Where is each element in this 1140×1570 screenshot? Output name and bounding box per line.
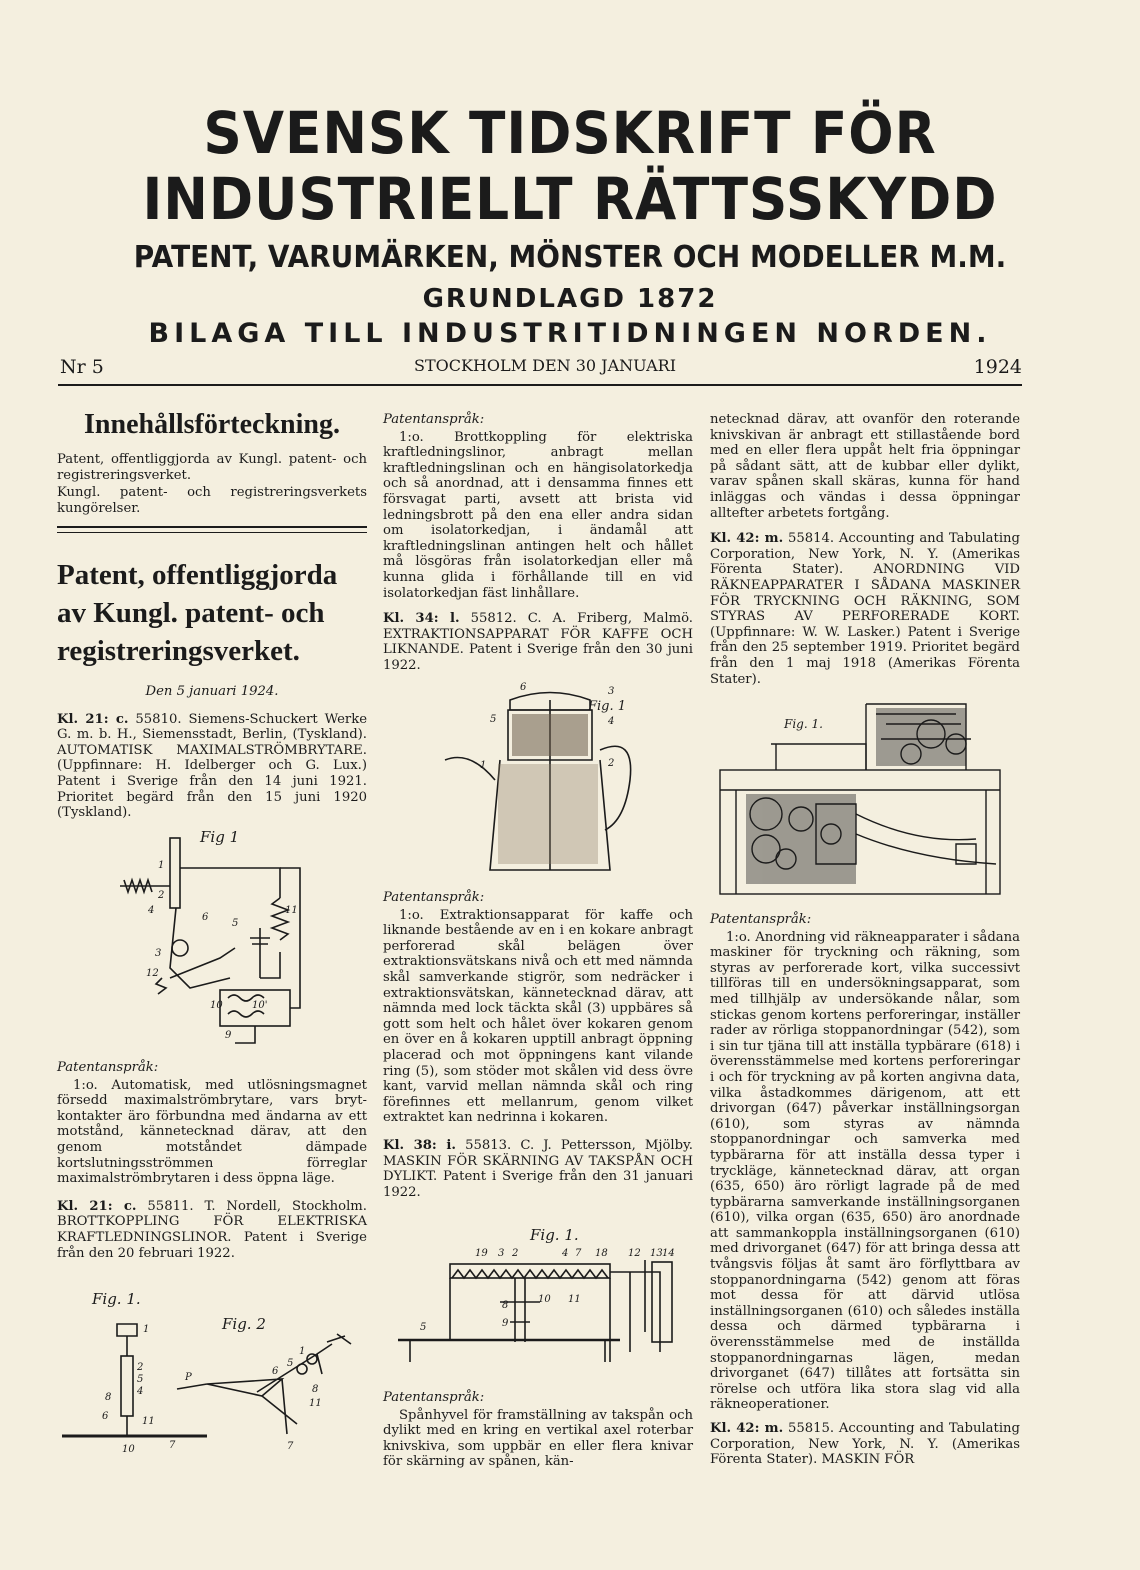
entry-55810-text: 55810. Siemens-Schuckert Werke G. m. b. H., Siemensstadt, Berlin, (Tyskland). AUTOMATISK MAXIMALSTRÖMBRYTARE. (Uppfinnare: H. Idelberger och G. Lux.) Patent i Sverige från den 14 juni 1921. Prioritet begärd från den 15 juni 1920 (Tyskland). [57,711,367,821]
svg-text:11: 11 [142,1416,155,1427]
figure-number: 19 [475,1248,488,1259]
masthead-title-line2: INDUSTRIELLT RÄTTSSKYDD [142,165,998,233]
masthead-rule [58,384,1022,386]
svg-text:4: 4 [148,905,155,916]
section-block [57,556,367,823]
claim-label-55811: Patentanspråk: [383,412,485,427]
svg-text:7: 7 [287,1441,294,1452]
column-1 [57,408,367,518]
svg-text:6: 6 [202,912,209,923]
entry-55815 [710,1421,1020,1468]
figure-shingle-machine [390,1222,690,1382]
figure-break-coupling [57,1284,367,1464]
column-2-lower [383,1390,693,1472]
svg-text:3: 3 [155,948,162,959]
svg-text:6: 6 [272,1366,279,1377]
claim-label-55814: Patentanspråk: [710,912,812,927]
figure-number: 5 [420,1322,427,1333]
figure-label: Fig. 1 [588,699,627,714]
column-2 [383,412,693,676]
masthead-subtitle: PATENT, VARUMÄRKEN, MÖNSTER OCH MODELLER M.M. [133,240,1007,275]
column-2-middle [383,890,693,1202]
svg-text:10: 10 [210,1000,223,1011]
entry-55815-class: Kl. 42: m. [710,1421,784,1436]
svg-text:2: 2 [137,1362,144,1373]
entry-55812 [383,611,693,673]
svg-text:2: 2 [158,890,165,901]
svg-text:11: 11 [309,1398,322,1409]
figure-number: 10 [538,1294,551,1305]
entry-55813-text: 55813. C. J. Pettersson, Mjölby. MASKIN FÖR SKÄRNING AV TAKSPÅN OCH DYLIKT. Patent i Sverige från den 31 januari 1922. [383,1137,693,1200]
svg-text:1: 1 [143,1324,150,1335]
svg-text:3: 3 [608,686,615,697]
masthead-founded: GRUNDLAGD 1872 [422,284,718,314]
figure-number: 3 [498,1248,505,1259]
claim-55814: 1:o. Anordning vid räkneapparater i sådana maskiner för tryckning och räkning, som styras av perforerade kort, vilka successivt tillföras till en undersökningsapparat, som med tillhjälp av undersökande nålar, som stickas genom kortens perforeringar, inställer rader av rörliga stoppanordningar (542), som i sin tur tjäna till att inställa typbärare (618) i överensstämmelse med kortens perforeringar i och för tryckning av på korten angivna data, vilka åstadkommes därigenom, att ett drivorgan (647) påverkar inställningsorgan (610), som styras av nämnda stoppanordningar och samverka med typbärarna för att inställa dessa typer i tryckläge, kännetecknad därav, att organ (635, 650) äro rörligt lagrade på de med typbärarna samverkande inställningsorganen (610), vilka organ (635, 650) äro anordnade att sammankoppla inställningsorganen (610) med drivorganet (647) för att bringa dessa att tvångsvis följas åt samt äro förflyttbara av stoppanordningarna (542) genom att föras mot dessa för att därvid utlösa inställningsorganen (610) och således inställa dessa och därmed typbärarna i överensstämmelse med de inställda stoppanordningarnas lägen, medan drivorganet (647) tillåtes att fortsätta sin rörelse och utföra lika stora slag vid alla räkneoperationer. [710,929,1020,1413]
entry-55813-class: Kl. 38: i. [383,1137,456,1153]
figure-number: 13 [650,1248,663,1259]
masthead-supplement: BILAGA TILL INDUSTRITIDNINGEN NORDEN. [148,318,992,349]
svg-text:5: 5 [490,714,497,725]
entry-55815-text: 55815. Accounting and Tabulating Corporation, New York, N. Y. (Amerikas Förenta Stater). MASKIN FÖR [710,1421,1020,1468]
figure-label: Fig. 1. [784,717,823,731]
svg-text:1: 1 [158,860,165,871]
entry-55812-text: 55812. C. A. Friberg, Malmö. EXTRAKTIONSAPPARAT FÖR KAFFE OCH LIKNANDE. Patent i Sverige från den 30 juni 1922. [383,611,693,673]
column-3 [710,412,1020,689]
entry-55812-class: Kl. 34: l. [383,611,460,627]
figure-coffee-extractor [440,680,650,880]
entry-55811-class: Kl. 21: c. [57,1198,137,1214]
svg-text:1: 1 [299,1346,306,1357]
entry-55810 [57,712,367,821]
claim-label-55813: Patentanspråk: [383,1390,485,1405]
column-1-lower [57,1060,367,1263]
masthead-title-line1: SVENSK TIDSKRIFT FÖR [203,99,937,167]
toc-item-1: Patent, offentliggjorda av Kungl. patent- och registreringsverket. [57,452,367,483]
figure-number: 14 [662,1248,675,1259]
column-3-lower [710,912,1020,1470]
issue-year: 1924 [973,356,1022,378]
svg-text:9: 9 [225,1030,232,1041]
entry-55811 [57,1199,367,1261]
claim-55813: Spånhyvel för framställning av takspån och dylikt med en kring en vertikal axel roterbar knivskiva, som uppbär en eller flera knivar för skärning av spånen, kän- [383,1407,693,1470]
figure-number: 18 [595,1248,608,1259]
issue-line [58,356,1022,382]
figure-number: 7 [575,1248,582,1259]
svg-text:8: 8 [312,1384,319,1395]
section-date: Den 5 januari 1924. [145,684,279,699]
issue-number: Nr 5 [60,356,104,378]
svg-text:10': 10' [252,1000,268,1011]
claim-55811: 1:o. Brottkoppling för elektriska kraftledningslinor, anbragt mellan kraftledningslinan och en hängisolatorkedja och så anordnad, att i densamma finnes ett försvagat parti, avsett att brista vid ledningsbrott på den ena eller andra sidan om isolatorkedjan, i ändamål att kraftledningslinan antingen helt och hållet må lösgöras från isolatorkedjan eller må kunna glida i förhållande till en vid isolatorkedjan fäst linhållare. [383,429,693,601]
toc-item-2: Kungl. patent- och registreringsverkets kungörelser. [57,485,367,516]
figure-label: Fig. 2 [222,1315,266,1333]
figure-tabulating-machine [716,694,1012,904]
figure-circuit-breaker [110,828,310,1058]
svg-text:P: P [185,1372,192,1383]
svg-text:8: 8 [105,1392,112,1403]
figure-label: Fig. 1. [92,1290,141,1308]
svg-text:2: 2 [608,758,615,769]
figure-label: Fig. 1. [530,1226,579,1244]
svg-text:6: 6 [520,682,527,693]
figure-number: 8 [502,1300,509,1311]
entry-55814-class: Kl. 42: m. [710,531,784,547]
entry-55814 [710,531,1020,687]
figure-number: 12 [628,1248,641,1259]
claim-label-55812: Patentanspråk: [383,890,485,905]
svg-text:5: 5 [232,918,239,929]
figure-number: 9 [502,1318,509,1329]
toc-heading: Innehållsförteckning. [84,409,340,440]
claim-label-55810: Patentanspråk: [57,1060,159,1075]
svg-text:1: 1 [480,760,487,771]
svg-text:7: 7 [169,1440,176,1451]
entry-55811-text: 55811. T. Nordell, Stockholm. BROTTKOPPLING FÖR ELEKTRISKA KRAFTLEDNINGSLINOR. Patent i Sverige från den 20 februari 1922. [57,1198,367,1261]
claim-55812: 1:o. Extraktionsapparat för kaffe och liknande bestående av en i en kokare anbragt perforerad skål belägen över extraktionsvätskans nivå och ett med nämnda skål samverkande stigrör, som nedräcker i extraktionsvätskan, kännetecknad därav, att nämnda med lock täckta skål (3) uppbäres så gott som helt och hålet över kokaren genom en över en å kokaren upptill anbragt öppning placerad och mot öppningens kant vilande ring (5), som stöder mot skålen vid dess övre kant, varvid mellan nämnda skål och ring förefinnes ett mellanrum, genom vilket extraktet kan nedrinna i kokaren. [383,907,693,1126]
svg-text:5: 5 [137,1374,144,1385]
entry-55810-class: Kl. 21: c. [57,711,129,727]
svg-text:12: 12 [146,968,159,979]
claim-55810: 1:o. Automatisk, med utlösningsmagnet försedd maximalströmbrytare, vars bryt-kontakter äro förbundna med ändarna av ett motstånd, kännetecknad därav, att den genom motståndet dämpade kortslutningsströmmen förreglar maximalströmbrytaren i dess öppna läge. [57,1077,367,1187]
figure-number: 4 [562,1248,569,1259]
section-heading: Patent, offentliggjorda av Kungl. patent- och registreringsverket. [57,559,338,667]
issue-date: STOCKHOLM DEN 30 JANUARI [414,356,677,375]
svg-text:11: 11 [285,905,298,916]
entry-55814-text: 55814. Accounting and Tabulating Corporation, New York, N. Y. (Amerikas Förenta Stater). ANORDNING VID RÄKNEAPPARATER I SÅDANA MASKINER FÖR TRYCKNING OCH RÄKNING, SOM STYRAS AV PERFORERADE KORT. (Uppfinnare: W. W. Lasker.) Patent i Sverige från den 25 september 1919. Prioritet begärd från den 1 maj 1918 (Amerikas Förenta Stater). [710,531,1020,687]
claim-55813-continued: netecknad därav, att ovanför den roterande knivskivan är anbragt ett stillastående bord med en eller flera uppåt helt fria öppningar på sådant sätt, att de kubbar eller dylikt, varav spånen skall skäras, kunna för hand inläggas och vändas i dessa öppningar alltefter arbetets fortgång. [710,412,1020,521]
figure-number: 11 [568,1294,581,1305]
entry-55813 [383,1138,693,1200]
svg-text:4: 4 [137,1386,144,1397]
figure-label: Fig 1 [200,828,240,846]
masthead-title [101,100,1039,232]
svg-text:6: 6 [102,1411,109,1422]
svg-text:5: 5 [287,1358,294,1369]
toc-divider [57,526,367,533]
svg-text:10: 10 [122,1444,135,1455]
svg-text:4: 4 [608,716,615,727]
figure-number: 2 [512,1248,519,1259]
